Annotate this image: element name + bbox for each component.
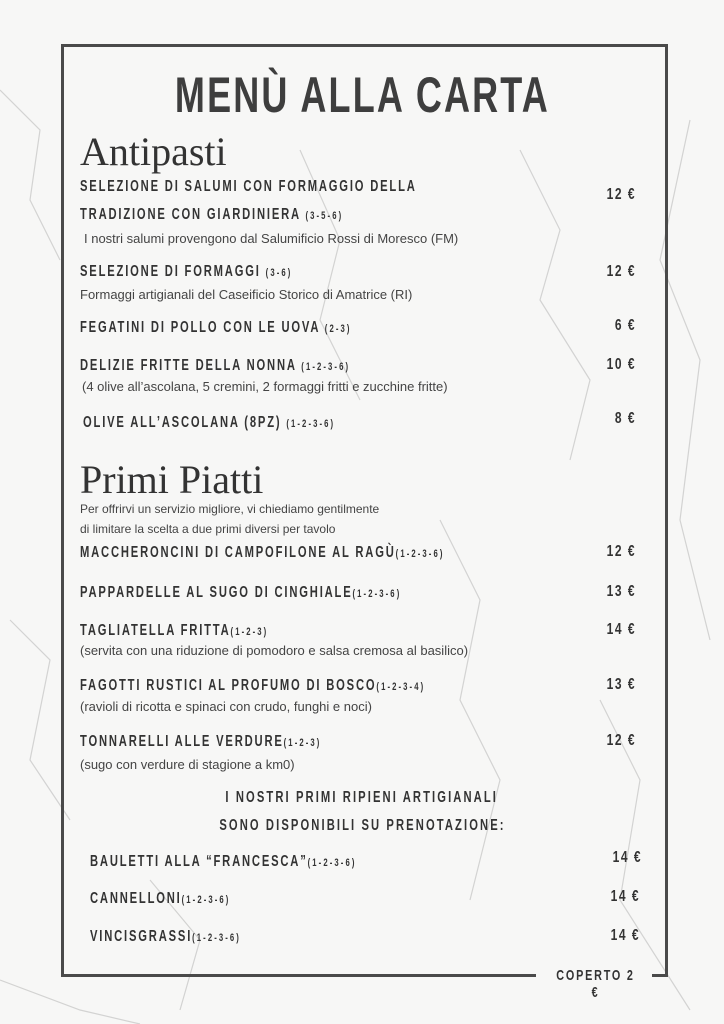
item-allergens: (1-2-3-6) [286, 418, 336, 430]
item-name: MACCHERONCINI DI CAMPOFILONE AL RAGÙ [80, 544, 396, 561]
item-name: SELEZIONE DI FORMAGGI [80, 263, 261, 280]
item-price: 14 € [610, 888, 640, 905]
frame-bottom-border [61, 974, 536, 977]
item-allergens: (2-3) [324, 323, 352, 335]
menu-item-name [90, 928, 306, 946]
item-name: BAULETTI ALLA “FRANCESCA” [90, 853, 308, 870]
item-name: DELIZIE FRITTE DELLA NONNA [80, 357, 297, 374]
item-allergens: (1-2-3) [283, 737, 322, 749]
section-heading-antipasti: Antipasti [80, 129, 227, 174]
item-name-line2: TRADIZIONE CON GIARDINIERA [80, 206, 301, 223]
item-price: 12 € [606, 732, 636, 749]
item-name: CANNELLONI [90, 890, 182, 907]
item-price: 14 € [606, 621, 636, 638]
item-allergens: (1-2-3-6) [352, 588, 402, 600]
item-description: I nostri salumi provengono dal Salumificio Rossi di Moresco (FM) [84, 231, 459, 246]
item-allergens: (1-2-3-6) [307, 857, 357, 869]
item-price: 14 € [612, 849, 642, 866]
item-price: 8 € [614, 410, 636, 427]
item-price: 13 € [606, 676, 636, 693]
menu-title-text: MENÙ ALLA CARTA [174, 67, 550, 123]
item-allergens: (1-2-3-6) [395, 548, 445, 560]
menu-item-name [80, 622, 349, 640]
item-allergens: (3-6) [265, 267, 293, 279]
ripieni-heading-text: SONO DISPONIBILI SU PRENOTAZIONE: [218, 817, 506, 834]
ripieni-heading-text: I NOSTRI PRIMI RIPIENI ARTIGIANALI [225, 789, 499, 806]
menu-item-name [80, 733, 425, 751]
frame-bottom-border-end [652, 974, 665, 977]
item-description: (sugo con verdure di stagione a km0) [80, 757, 295, 772]
menu-item-name [80, 357, 466, 375]
menu-item-name [90, 890, 291, 908]
coperto-label [538, 967, 653, 1002]
menu-item-name [83, 414, 443, 432]
item-description: (4 olive all’ascolana, 5 cremini, 2 formaggi fritti e zucchine fritte) [82, 379, 448, 394]
menu-item-name [80, 319, 468, 337]
item-price: 10 € [606, 356, 636, 373]
item-price: 14 € [610, 927, 640, 944]
item-allergens: (3-5-6) [305, 210, 344, 222]
ripieni-heading-line2 [0, 817, 724, 835]
item-name: OLIVE ALL’ASCOLANA (8PZ) [83, 414, 282, 431]
item-name: FEGATINI DI POLLO CON LE UOVA [80, 319, 320, 336]
item-description: (ravioli di ricotta e spinaci con crudo, funghi e noci) [80, 699, 372, 714]
menu-item-name [80, 178, 561, 196]
item-price: 6 € [614, 317, 636, 334]
item-price: 12 € [606, 263, 636, 280]
item-price: 13 € [606, 583, 636, 600]
menu-item-name [80, 263, 383, 281]
item-name: FAGOTTI RUSTICI AL PROFUMO DI BOSCO [80, 677, 377, 694]
item-allergens: (1-2-3-6) [192, 932, 241, 944]
menu-title [0, 66, 724, 124]
item-description: (servita con una riduzione di pomodoro e salsa cremosa al basilico) [80, 643, 469, 658]
item-name: TONNARELLI ALLE VERDURE [80, 733, 284, 750]
item-allergens: (1-2-3) [230, 626, 269, 638]
primi-note-line1: Per offrirvi un servizio migliore, vi chiediamo gentilmente [80, 502, 380, 516]
primi-note-line2: di limitare la scelta a due primi diversi per tavolo [80, 522, 336, 536]
item-name: VINCISGRASSI [90, 928, 193, 945]
item-description: Formaggi artigianali del Caseificio Storico di Amatrice (RI) [80, 287, 413, 302]
menu-item-name [80, 206, 456, 224]
menu-item-name [90, 853, 471, 871]
menu-item-name [80, 677, 573, 695]
menu-item-name [80, 584, 539, 602]
item-price: 12 € [606, 186, 636, 203]
item-name-line1: SELEZIONE DI SALUMI CON FORMAGGIO DELLA [80, 178, 417, 195]
item-allergens: (1-2-3-4) [376, 681, 426, 693]
section-heading-primi-piatti: Primi Piatti [80, 457, 264, 502]
item-name: TAGLIATELLA FRITTA [80, 622, 231, 639]
ripieni-heading-line1 [0, 789, 724, 807]
item-allergens: (1-2-3-6) [301, 361, 351, 373]
coperto-text: COPERTO 2 € [556, 967, 635, 1001]
item-name: PAPPARDELLE AL SUGO DI CINGHIALE [80, 584, 353, 601]
item-price: 12 € [606, 543, 636, 560]
menu-item-name [80, 544, 601, 562]
item-allergens: (1-2-3-6) [181, 894, 231, 906]
